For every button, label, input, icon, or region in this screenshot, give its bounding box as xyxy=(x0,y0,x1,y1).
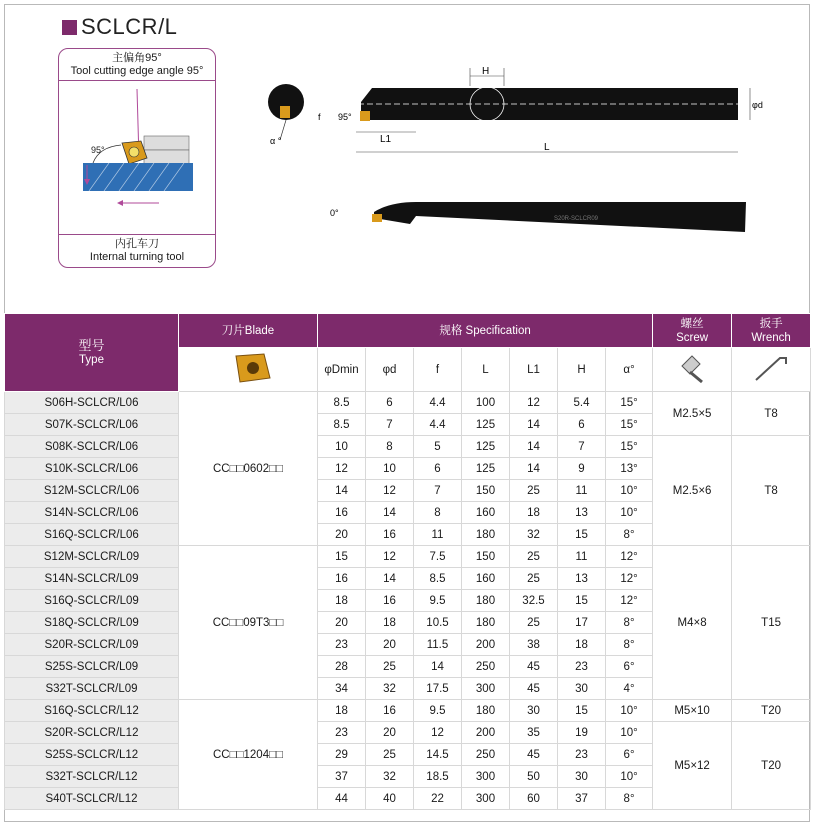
spec-cell: 4° xyxy=(606,678,653,700)
spec-cell: 7 xyxy=(366,414,414,436)
spec-cell: 13° xyxy=(606,458,653,480)
spec-cell: 8° xyxy=(606,788,653,810)
spec-cell: 150 xyxy=(462,480,510,502)
spec-cell: 25 xyxy=(510,546,558,568)
spec-cell: 16 xyxy=(366,590,414,612)
spec-cell: 15° xyxy=(606,392,653,414)
spec-cell: 25 xyxy=(510,612,558,634)
spec-cell: 20 xyxy=(366,634,414,656)
spec-cell: 300 xyxy=(462,788,510,810)
screw-image xyxy=(653,348,732,392)
spec-cell: 30 xyxy=(510,700,558,722)
spec-cell: 25 xyxy=(366,744,414,766)
inset-header xyxy=(59,49,215,81)
col-alpha: α° xyxy=(606,348,653,392)
spec-cell: 10° xyxy=(606,700,653,722)
spec-cell: 17 xyxy=(558,612,606,634)
spec-cell: 10° xyxy=(606,722,653,744)
type-cell: S40T-SCLCR/L12 xyxy=(5,788,179,810)
spec-cell: 28 xyxy=(318,656,366,678)
wrench-image xyxy=(732,348,811,392)
spec-cell: 23 xyxy=(318,634,366,656)
spec-cell: 14 xyxy=(510,436,558,458)
spec-cell: 9 xyxy=(558,458,606,480)
angle-label: 95° xyxy=(338,112,352,122)
spec-cell: 16 xyxy=(366,700,414,722)
inset-title-en: Tool cutting edge angle 95° xyxy=(70,65,204,77)
spec-cell: 11 xyxy=(558,546,606,568)
blade-image xyxy=(179,348,318,392)
title-block xyxy=(62,14,177,40)
spec-cell: 6° xyxy=(606,744,653,766)
type-cell: S14N-SCLCR/L09 xyxy=(5,568,179,590)
spec-cell: 18 xyxy=(510,502,558,524)
insert-icon xyxy=(218,348,278,388)
spec-cell: 10 xyxy=(366,458,414,480)
spec-cell: 8° xyxy=(606,524,653,546)
spec-cell: 14 xyxy=(510,414,558,436)
spec-cell: 6° xyxy=(606,656,653,678)
type-cell: S20R-SCLCR/L09 xyxy=(5,634,179,656)
spec-cell: 14 xyxy=(510,458,558,480)
spec-cell: 200 xyxy=(462,722,510,744)
spec-cell: 23 xyxy=(558,656,606,678)
spec-cell: 12 xyxy=(414,722,462,744)
spec-cell: 25 xyxy=(366,656,414,678)
page-title: SCLCR/L xyxy=(81,14,178,39)
wrench-cell: T15 xyxy=(732,546,811,700)
spec-cell: 16 xyxy=(318,568,366,590)
type-cell: S25S-SCLCR/L12 xyxy=(5,744,179,766)
type-cell: S16Q-SCLCR/L06 xyxy=(5,524,179,546)
spec-cell: 8° xyxy=(606,612,653,634)
table-row xyxy=(5,700,811,722)
spec-cell: 18 xyxy=(318,590,366,612)
spec-cell: 25 xyxy=(510,480,558,502)
spec-cell: 17.5 xyxy=(414,678,462,700)
screw-cell: M4×8 xyxy=(653,546,732,700)
blade-cell: CC□□1204□□ xyxy=(179,700,318,810)
spec-cell: 30 xyxy=(558,678,606,700)
spec-cell: 18.5 xyxy=(414,766,462,788)
spec-cell: 13 xyxy=(558,502,606,524)
spec-cell: 18 xyxy=(318,700,366,722)
table-row xyxy=(5,392,811,414)
l1-label: L1 xyxy=(380,134,392,145)
spec-cell: 16 xyxy=(318,502,366,524)
spec-cell: 32 xyxy=(366,678,414,700)
type-cell: S08K-SCLCR/L06 xyxy=(5,436,179,458)
spec-cell: 7.5 xyxy=(414,546,462,568)
blade-cell: CC□□09T3□□ xyxy=(179,546,318,700)
spec-cell: 10° xyxy=(606,766,653,788)
spec-cell: 29 xyxy=(318,744,366,766)
spec-cell: 8.5 xyxy=(414,568,462,590)
screw-icon xyxy=(672,348,712,388)
inset-angle-label: 95° xyxy=(91,145,105,155)
spec-cell: 7 xyxy=(414,480,462,502)
type-cell: S07K-SCLCR/L06 xyxy=(5,414,179,436)
col-h: H xyxy=(558,348,606,392)
spec-cell: 20 xyxy=(318,612,366,634)
table-row xyxy=(5,546,811,568)
spec-cell: 25 xyxy=(510,568,558,590)
spec-cell: 180 xyxy=(462,524,510,546)
blade-cell: CC□□0602□□ xyxy=(179,392,318,546)
spec-cell: 12° xyxy=(606,568,653,590)
spec-cell: 45 xyxy=(510,744,558,766)
spec-cell: 10° xyxy=(606,502,653,524)
title-square-icon xyxy=(62,20,77,35)
spec-cell: 4.4 xyxy=(414,392,462,414)
type-cell: S12M-SCLCR/L06 xyxy=(5,480,179,502)
spec-cell: 14 xyxy=(318,480,366,502)
spec-cell: 5.4 xyxy=(558,392,606,414)
spec-cell: 15 xyxy=(558,524,606,546)
spec-cell: 9.5 xyxy=(414,700,462,722)
type-cell: S14N-SCLCR/L06 xyxy=(5,502,179,524)
spec-cell: 37 xyxy=(558,788,606,810)
spec-cell: 20 xyxy=(318,524,366,546)
spec-cell: 19 xyxy=(558,722,606,744)
spec-cell: 30 xyxy=(558,766,606,788)
spec-cell: 12 xyxy=(366,480,414,502)
spec-cell: 15 xyxy=(558,590,606,612)
spec-cell: 32.5 xyxy=(510,590,558,612)
blade-header: 刀片Blade xyxy=(179,314,318,348)
screw-cell: M5×10 xyxy=(653,700,732,722)
spec-cell: 5 xyxy=(414,436,462,458)
spec-cell: 9.5 xyxy=(414,590,462,612)
spec-cell: 6 xyxy=(558,414,606,436)
spec-cell: 100 xyxy=(462,392,510,414)
type-cell: S25S-SCLCR/L09 xyxy=(5,656,179,678)
type-cell: S18Q-SCLCR/L09 xyxy=(5,612,179,634)
spec-cell: 10 xyxy=(318,436,366,458)
table-row xyxy=(5,722,811,744)
spec-cell: 250 xyxy=(462,656,510,678)
spec-cell: 6 xyxy=(414,458,462,480)
spec-cell: 180 xyxy=(462,612,510,634)
alpha-label: α ° xyxy=(270,136,282,146)
zero-label: 0° xyxy=(330,208,339,218)
type-cell: S12M-SCLCR/L09 xyxy=(5,546,179,568)
spec-cell: 15° xyxy=(606,414,653,436)
spec-cell: 160 xyxy=(462,502,510,524)
spec-cell: 32 xyxy=(510,524,558,546)
spec-cell: 11 xyxy=(414,524,462,546)
wrench-cell: T8 xyxy=(732,436,811,546)
inset-title-cn: 主偏角95° xyxy=(112,52,162,64)
type-cell: S10K-SCLCR/L06 xyxy=(5,458,179,480)
spec-cell: 8 xyxy=(414,502,462,524)
spec-cell: 4.4 xyxy=(414,414,462,436)
spec-cell: 50 xyxy=(510,766,558,788)
d-label: φd xyxy=(752,100,763,110)
spec-cell: 34 xyxy=(318,678,366,700)
screw-cell: M5×12 xyxy=(653,722,732,810)
l-label: L xyxy=(544,142,550,153)
spec-cell: 200 xyxy=(462,634,510,656)
spec-cell: 14.5 xyxy=(414,744,462,766)
spec-cell: 37 xyxy=(318,766,366,788)
type-cell: S32T-SCLCR/L09 xyxy=(5,678,179,700)
spec-cell: 23 xyxy=(558,744,606,766)
col-dmin: φDmin xyxy=(318,348,366,392)
spec-cell: 23 xyxy=(318,722,366,744)
spec-cell: 13 xyxy=(558,568,606,590)
spec-cell: 15° xyxy=(606,436,653,458)
spec-cell: 11.5 xyxy=(414,634,462,656)
spec-cell: 35 xyxy=(510,722,558,744)
type-header: 型号 Type xyxy=(5,314,179,392)
spec-cell: 8° xyxy=(606,634,653,656)
cutting-angle-inset xyxy=(58,48,216,268)
tool-drawing xyxy=(240,56,770,246)
spec-cell: 12 xyxy=(318,458,366,480)
spec-cell: 15 xyxy=(558,700,606,722)
wrench-cell: T20 xyxy=(732,700,811,722)
engraving-label: S20R-SCLCR09 xyxy=(554,216,599,222)
spec-cell: 125 xyxy=(462,458,510,480)
spec-cell: 20 xyxy=(366,722,414,744)
spec-cell: 18 xyxy=(366,612,414,634)
spec-cell: 45 xyxy=(510,656,558,678)
spec-cell: 6 xyxy=(366,392,414,414)
screw-cell: M2.5×6 xyxy=(653,436,732,546)
workpiece-shape xyxy=(83,163,193,191)
spec-cell: 10.5 xyxy=(414,612,462,634)
spec-cell: 12 xyxy=(366,546,414,568)
spec-cell: 45 xyxy=(510,678,558,700)
col-l: L xyxy=(462,348,510,392)
spec-cell: 44 xyxy=(318,788,366,810)
spec-cell: 12 xyxy=(510,392,558,414)
col-l1: L1 xyxy=(510,348,558,392)
spec-cell: 160 xyxy=(462,568,510,590)
spec-cell: 10° xyxy=(606,480,653,502)
internal-turning-diagram xyxy=(59,81,216,236)
type-cell: S20R-SCLCR/L12 xyxy=(5,722,179,744)
screw-cell: M2.5×5 xyxy=(653,392,732,436)
spec-table xyxy=(4,313,811,810)
inset-footer-en: Internal turning tool xyxy=(89,251,185,263)
inset-footer xyxy=(59,234,215,267)
spec-cell: 12° xyxy=(606,546,653,568)
col-f: f xyxy=(414,348,462,392)
spec-cell: 14 xyxy=(366,568,414,590)
spec-cell: 180 xyxy=(462,590,510,612)
spec-cell: 180 xyxy=(462,700,510,722)
spec-header: 规格 Specification xyxy=(318,314,653,348)
screw-header: 螺丝 Screw xyxy=(653,314,732,348)
spec-cell: 300 xyxy=(462,766,510,788)
spec-cell: 300 xyxy=(462,678,510,700)
f-label: f xyxy=(318,112,321,122)
wrench-icon xyxy=(746,348,796,388)
spec-cell: 18 xyxy=(558,634,606,656)
end-view-insert-icon xyxy=(280,106,290,118)
spec-cell: 8.5 xyxy=(318,392,366,414)
spec-cell: 15 xyxy=(318,546,366,568)
type-cell: S32T-SCLCR/L12 xyxy=(5,766,179,788)
spec-cell: 12° xyxy=(606,590,653,612)
spec-cell: 7 xyxy=(558,436,606,458)
spec-cell: 8 xyxy=(366,436,414,458)
spec-cell: 14 xyxy=(414,656,462,678)
h-label: H xyxy=(482,66,490,77)
inset-footer-cn: 内孔车刀 xyxy=(115,238,159,250)
type-cell: S06H-SCLCR/L06 xyxy=(5,392,179,414)
spec-cell: 38 xyxy=(510,634,558,656)
spec-cell: 11 xyxy=(558,480,606,502)
spec-cell: 8.5 xyxy=(318,414,366,436)
wrench-cell: T20 xyxy=(732,722,811,810)
table-row xyxy=(5,436,811,458)
wrench-cell: T8 xyxy=(732,392,811,436)
spec-cell: 14 xyxy=(366,502,414,524)
spec-cell: 150 xyxy=(462,546,510,568)
type-cell: S16Q-SCLCR/L09 xyxy=(5,590,179,612)
insert-icon xyxy=(360,111,370,121)
spec-cell: 16 xyxy=(366,524,414,546)
spec-cell: 22 xyxy=(414,788,462,810)
spec-cell: 125 xyxy=(462,414,510,436)
type-cell: S16Q-SCLCR/L12 xyxy=(5,700,179,722)
spec-cell: 125 xyxy=(462,436,510,458)
wrench-header: 扳手 Wrench xyxy=(732,314,811,348)
spec-cell: 60 xyxy=(510,788,558,810)
spec-cell: 40 xyxy=(366,788,414,810)
col-d: φd xyxy=(366,348,414,392)
spec-cell: 32 xyxy=(366,766,414,788)
spec-cell: 250 xyxy=(462,744,510,766)
